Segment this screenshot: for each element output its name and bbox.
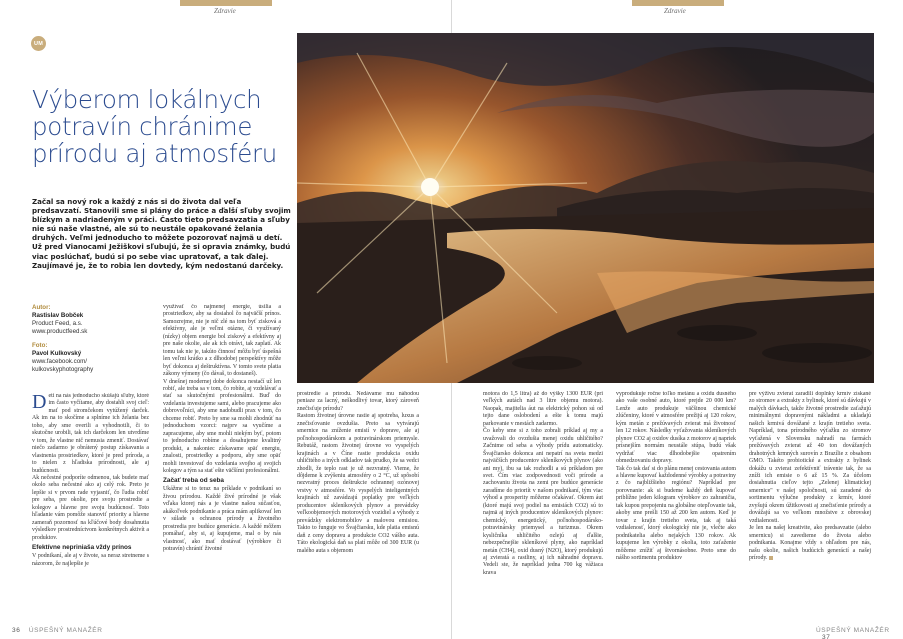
section-tab-right bbox=[632, 0, 724, 6]
footer-right bbox=[816, 627, 903, 639]
section-label-right: Zdravie bbox=[664, 7, 686, 15]
paragraph: Tak čo tak dať si do plánu menej cestovania autom a hlavne kupovať každodenné výrobky a potraviny z čo najbližšieho regiónu? Napríklad pre porovnanie: ak si budeme každý deň kupovať priblížne jeden kilogram výrobkov zo zahraničia, tak kupou prepojeniu na globálne otepľovanie tak, akoby sme prešli 150 až 200 km autom. Keď je tovar z krajín tretieho sveta, tak aj taká vzdialenosť, ktorý ekologický nie je, vlečte ako podnikatelia alebo nejakých 130 rokov. Ak kupujeme len výrobky z okolia, toto zaťaženie môžeme znížiť aj štvornásobne. Preto sme do nášho sortimentu produktov bbox=[616, 465, 736, 561]
photo-role: Foto: bbox=[32, 342, 48, 349]
paragraph: Ak nečestné podporíte odmenou, tak budete mať okolo seba nečestné ako aj celý rok. Preto je lepšie si v prvom rade vyjasniť, čo ľudia robiť pre seba, pre okolie, pre svoju prostredie a kolegov a hlavne pre svoju budúcnosť. Toto hľadanie vám pomôže stanoviť priority a hlavne zameraň pozornosť na kľúčové body dosahnutia výsledkov prostredníctvom konkrétnych aktivít a produktov. bbox=[32, 474, 149, 541]
drop-cap: D bbox=[32, 393, 47, 413]
text-column-2 bbox=[163, 304, 281, 621]
author-company: Product Feed, a.s. bbox=[32, 320, 83, 327]
paragraph: Ukážme si to teraz na príklade v podnikaní so živou prírodou. Každé živé prírodné je však vďaka ktorej nás a je vlastne našou súčasťou, akákoľvek podnikanie a práca mám aplikovať len v súlade s ochranou prírody a životného prostredia pre budúce generácie. A každé môžem pomáhať, aby si, aj kupujeme, mal o by nás vlastnosť, ako mať dostávať (výrobkov či potravín) chrániť životné bbox=[163, 486, 281, 553]
footer-publication-left: ÚSPEŠNÝ MANAŽÉR bbox=[28, 627, 103, 634]
paragraph: motora do 1,5 litra) až do výšky 1300 EUR (pri veľkých autách nad 3 litre objemu motora). Naopak, majitelia áut na elektrický pohon sú od tejto dane oslobodení a ešte k tomu majú parkovanie v mestách zadarmo. bbox=[483, 391, 603, 427]
photo-handle: kulkovskyphotography bbox=[32, 366, 94, 373]
section-label-left: Zdravie bbox=[214, 7, 236, 15]
text-column-6 bbox=[749, 391, 871, 621]
author-name: Rastislav Bobček bbox=[32, 312, 84, 319]
paragraph: eti na nás jednoducho skúšajú sľuby, ktoré im často vyčítame, aby dostahli svoj cieľ: mať pod stromčekom vytúžený darček. Ak im na to skočíme a splníme ich želania bez toho, aby sme overili a vyhodnotili, či to skutočne urobili, tak ich darčekom len utvrdíme v tom, že vlastne nič nemusia zmeniť. Dostávať niečo zadarmo je obrátený postup získavania a vlastnenia prostriedkov, ktoré je pred príroda, a to nielen z hľadiska prírodnosti, ale aj budúcnosti. bbox=[32, 393, 149, 474]
text-column-5 bbox=[616, 391, 736, 621]
paragraph: využívať čo najmenej energie, úsilia a prostriedkov, aby sa dosiahol čo najväčší prínos. Samozrejme, nie je nič zlé na tom byť zisková a efektívny, ale je veľmi otázne, či využívaný (nízky) objem energie bol ziskový a efektívny aj pre naše okolie, ale ak ich otrávi, tak zaplatí. Ak tomu tak nie je, takúto činnosť môžu byť úspešná len veľmi krátko a z dlhodobej perspektívy môže byť dokonca aj deštruktívna. V tomto svete platia zákony výmeny (čo dávaš, to dostaneš). bbox=[163, 304, 281, 378]
paragraph: Rastom životnej úrovne rastie aj spotreba, luxus a znečisťovanie ovzdušia. Preto sa vytvárajú smernice na zníženie emisií v doprave, ale aj poľnohospodárskom a potravinárskom priemysle. Rebutáž, rastom životnej úrovne vo vyspelých krajinách a v Číne rastie produkcia oxidu uhličitého a iných odkladov tak prudko, že sa vedci zhodli, že teplo rast je už nezvratný. Vieme, že dôjdeme k zvýšeniu atmosféry o 2 °C, už spôsobí nezvratný proces deštrukcie ochrannej ozónovej vrstvy v atmosfére. Vo vyspelých inteligentných krajinách už zavádzajú poplatky pre veľkých producentov skleníkových plynov a prevádzky veľkoobjemových motorových vozidiel a výhody z prevádzky elektromobilov a malovou emisiou. Takto to funguje vo Švajčiarsku, kde platia emisnú daň z ceny dopravu a produkcie CO2 vášho auta. Táto ekologická daň sa platí môže od 300 EUR (u malého auta s objemom bbox=[297, 413, 419, 554]
section-tab-left bbox=[180, 0, 272, 6]
publication-logo bbox=[31, 36, 46, 51]
article-credits bbox=[32, 304, 152, 374]
subheading: Efektívne nepriniaša vždy prínos bbox=[32, 544, 132, 552]
paragraph: vyprodukuje ročne toľko metánu a oxidu dusného ako vaše osobné auto, ktoré prejde 20 000 km? Lenže auto produkuje väčšinou chemické zlúčeniny, ktoré v atmosfére prežijú aj 120 rokov, kým metán z prežúvavých zvierat má životnosť len 12 rokov. Následky vyťažovania skleníkových plynov CO2 aj oxidov dusíka z motorov aj napriek prísnejším normám neustále stúpa, budú však vydržať viac dlhodobejšie opatrením obmedzovaniu dopravy. bbox=[616, 391, 736, 465]
sunset-river-image bbox=[297, 33, 874, 383]
photo-web: www.facebook.com/ bbox=[32, 358, 88, 365]
paragraph: prostredie a prírodu. Nedávame mu náhodou peniaze za lacný, neškodlivý tovar, ktorý zároveň znečisťuje prírodu? bbox=[297, 391, 419, 412]
photo-name: Pavol Kulkovský bbox=[32, 350, 82, 357]
subheading: Začať treba od seba bbox=[163, 477, 224, 485]
paragraph: V dnešnej modernej dobe dokonca nestačí už len robiť, ale treba sa v tom, čo robíte, aj vzdelávať a stať sa skutočnými profesionálmi. Buď do vzdelania investujeme sami, alebo pracujeme ako dobrovoľníci, aby sme nadobudli prax v tom, čo chceme robiť. Preto by sme sa mohli zhodnúť na jednoduchom vzorci: najprv sa vyučíme a zapracujeme, aby sme mohli niekým byť, potom to jednoducho robíme a dosahujeme kvalitný produkt, a nakoniec získavame späť energiu, znalosti, prostriedky a podporu, aby sme opäť mohli investovať do vzdelania svojho aj svojich kolegov a tým sa stať ešte väčšími profesionálmi. bbox=[163, 378, 281, 474]
paragraph-text: Je len na našej kreativite, ako predsavzatie (alebo smernicu) si zavedieme do života alebo podnikania. Konajme vždy s ohľadom pre nás, našu okolie, našich budúcich generácií a našej prírody. bbox=[749, 525, 871, 561]
paragraph: V podnikaní, ale aj v živote, sa neraz stretneme s názorom, že najlepšie je bbox=[32, 553, 149, 567]
paragraph: Čo keby sme si z toho zobrali príklad aj my a uvažovali do ovzdušia menej oxidu uhličitého? Začnime od seba a výhody prídu automaticky. Švajčiarsko dokonca ani nepatrí na sveta medzi najväčších producentov skleníkových plynov (ako ani my), ibu sa tak rozhodli a sú príkladom pre svet. Čím viac zodpovednosti voči prírode a zachovaniu života na zemi pre budúce generácie zaradíme do prioriít v našom podnikaní, tým viac výhod a prosperity môžeme očakávať. Okrem áut (ktoré majú svoj podiel na emisiách CO2) sú to najmä aj iných producentov skleníkových plynov: chemický, energetický, poľnohospodársko-potravinársky priemysel a turizmus. Okrem kysličníka uhličitého ozlejú aj ďalšie, nebezpečnejšie skleníkové plyny, ako napríklad metán (CH4), oxid dusný (N2O), ktorý produkujú aj zvieratá a rastliny, aj ich náhradné dopravu. Vedeli ste, že napríklad jedna 700 kg vážiaca krava bbox=[483, 428, 603, 576]
article-title: Výberom lokálnych potravín chránime prírodu aj atmosféru bbox=[32, 85, 277, 168]
paragraph bbox=[749, 525, 871, 562]
text-column-4 bbox=[483, 391, 603, 621]
page-number-left: 36 bbox=[12, 627, 21, 634]
article-lead: Začal sa nový rok a každý z nás si do života dal veľa predsavzatí. Stanovili sme si plány do práce a ďalší sľuby svojim blízkym a nadriadeným v práci. Často tieto predsavzatia a sľuby nie sú naše vlastné, ale sú to neustále opakované želania druhých. Veľmi jednoducho to môžete pozorovať najmä u detí. Už pred Vianocami Ježiškovi sľubujú, že si opravia známky, budú viac poslúchať, budú si po sebe viac upratovať, a tak ďalej. Zaujímavé je, že to robia len dovtedy, kým nedostanú darčeky. bbox=[32, 197, 291, 270]
text-column-1 bbox=[32, 393, 149, 621]
footer-publication-right: ÚSPEŠNÝ MANAŽÉR bbox=[816, 627, 890, 634]
page-number-right: 37 bbox=[822, 634, 831, 639]
text-column-3 bbox=[297, 391, 419, 621]
author-role: Autor: bbox=[32, 304, 51, 311]
end-mark-icon bbox=[769, 556, 773, 560]
sunset-landscape-photo bbox=[297, 33, 874, 383]
footer-left bbox=[12, 627, 103, 634]
logo-text: UM bbox=[34, 40, 43, 47]
author-web: www.productfeed.sk bbox=[32, 328, 88, 335]
paragraph: pre výživu zvierat zaradili doplnky krmív získané zo stromov a extrakty z bylinek, ktoré sú dávkujú v malých dávkach, takže životné prostredie zaťažujú minimálnymi dopravnými nákladmi a ukladajú našich krmivá dovážané z krajín tretieho sveta. Napríklad, tona prírodného výťažku zo stromov vyťažená v Slovensku nahradí na farmách prežúvavých zvierat až 40 ton dovážaných drahotných krmných surovín z Brazílie z obsahom GMO. Takéto probiotické a extrakty z bylinek dokážu u zvierat zefektívniť trávenie tak, že sa zníži ich emisie o 6 až 15 %. Za účelom dosiahnutia cieľov tejto „Zelenej klimatickej smernice" v našej spoločnosti, sú zaradené do sortimentu výlučne produkty z krmív, ktoré zvyšujú okrem úžitkovosti aj znečisťenie prírody a dovážajú sa vo veľkom množstve z obrovskej vzdialenosti. bbox=[749, 391, 871, 524]
